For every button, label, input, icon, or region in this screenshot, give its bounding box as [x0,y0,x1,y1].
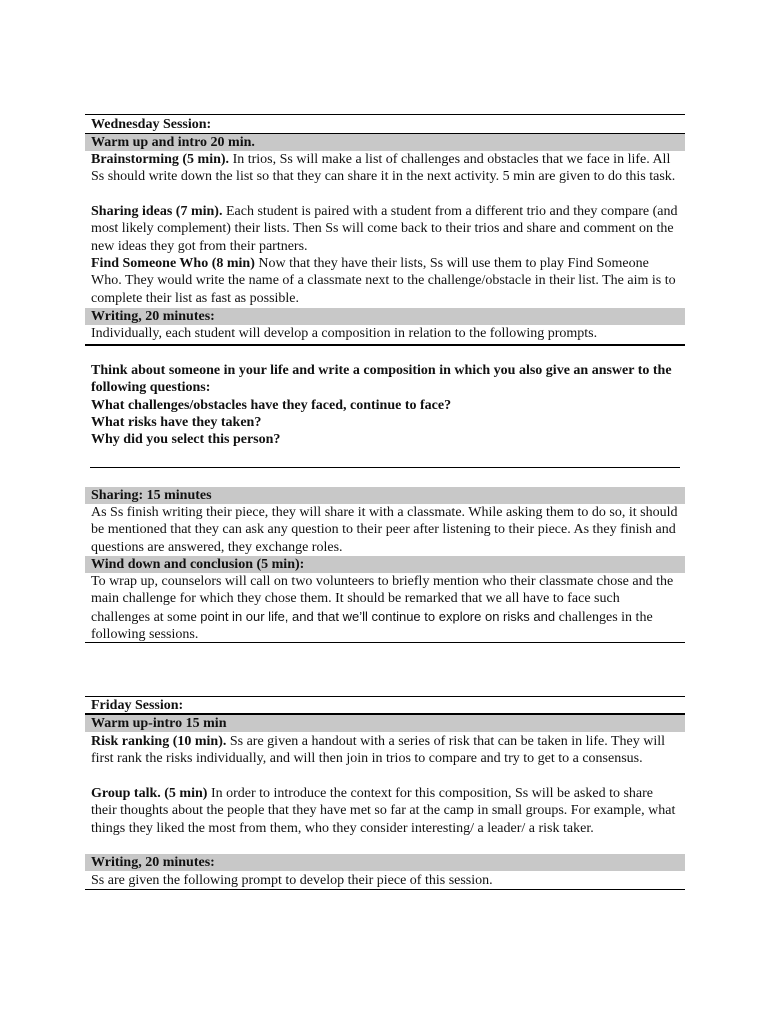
prompt-question-risks: What risks have they taken? [91,415,262,430]
rule [85,344,685,346]
friday-writing-heading: Writing, 20 minutes: [85,854,685,871]
group-talk-paragraph [91,785,681,837]
sharing-ideas-text: Each student is paired with a student from a different trio and they compare (and most likely complement) their lists. Then Ss will come back to their trios and share and comment on the new ideas they got from their partners. [91,204,678,254]
find-someone-text: Now that they have their lists, Ss will use them to play Find Someone Who. They would write the name of a classmate next to the challenge/obstacle in their list. The aim is to complete their list as fast as possible. [91,256,676,306]
sharing-paragraph: As Ss finish writing their piece, they will share it with a classmate. While asking them to do so, it should be mentioned that they can ask any question to their peer after listening to their piece. As they finish and questions are answered, they exchange roles. [91,505,678,555]
group-talk-label: Group talk. (5 min) [91,786,208,801]
risk-ranking-label: Risk ranking (10 min). [91,734,227,749]
sharing-ideas-paragraph [91,203,681,255]
group-talk-text: In order to introduce the context for this composition, Ss will be asked to share their thoughts about the people that they have met so far at the camp in small groups. For example, what things they liked the most from them, who they consider interesting/ a leader/ a risk taker. [91,786,676,836]
composition-prompt-intro: Think about someone in your life and write a composition in which you also give an answer to the following questions: [91,363,672,396]
wind-down-text: To wrap up, counselors will call on two volunteers to briefly mention who their classmate chose and the main challenge for which they chose them. It should be remarked that we all have to face such challenges at some [91,574,674,625]
brainstorming-label: Brainstorming (5 min). [91,152,230,167]
risk-ranking-paragraph [91,733,681,768]
brainstorming-text: In trios, Ss will make a list of challenges and obstacles that we face in life. All Ss should write down the list so that they can share it in the next activity. 5 min are given to do this task. [91,152,676,185]
risk-ranking-text: Ss are given a handout with a series of risk that can be taken in life. They will first rank the risks individually, and will then join in trios to compare and try to get to a consensus. [91,734,666,767]
rule [85,889,685,890]
wednesday-writing-text: Individually, each student will develop a composition in relation to the following prompts. [91,326,598,341]
wind-down-paragraph [91,573,681,644]
friday-session-title: Friday Session: [91,698,184,713]
rule [85,642,685,643]
prompt-bottom-rule [90,467,680,468]
top-rule [85,114,685,115]
wind-down-text: challenges in the following sessions. [91,609,653,643]
wind-down-heading: Wind down and conclusion (5 min): [85,556,685,573]
prompt-question-why: Why did you select this person? [91,432,281,447]
sharing-ideas-label: Sharing ideas (7 min). [91,204,223,219]
wednesday-session-title: Wednesday Session: [91,117,212,132]
find-someone-label: Find Someone Who (8 min) [91,256,255,271]
wednesday-warmup-heading: Warm up and intro 20 min. [85,134,685,151]
wednesday-writing-heading: Writing, 20 minutes: [85,308,685,325]
find-someone-paragraph [91,255,681,307]
sharing-heading: Sharing: 15 minutes [85,487,685,504]
friday-writing-text: Ss are given the following prompt to develop their piece of this session. [91,873,493,888]
prompt-question-challenges: What challenges/obstacles have they faced, continue to face? [91,398,452,413]
wind-down-text: point in our life, and that we’ll continue to explore on risks and [200,608,556,624]
brainstorming-paragraph [91,151,681,186]
friday-warmup-heading: Warm up-intro 15 min [85,715,685,732]
